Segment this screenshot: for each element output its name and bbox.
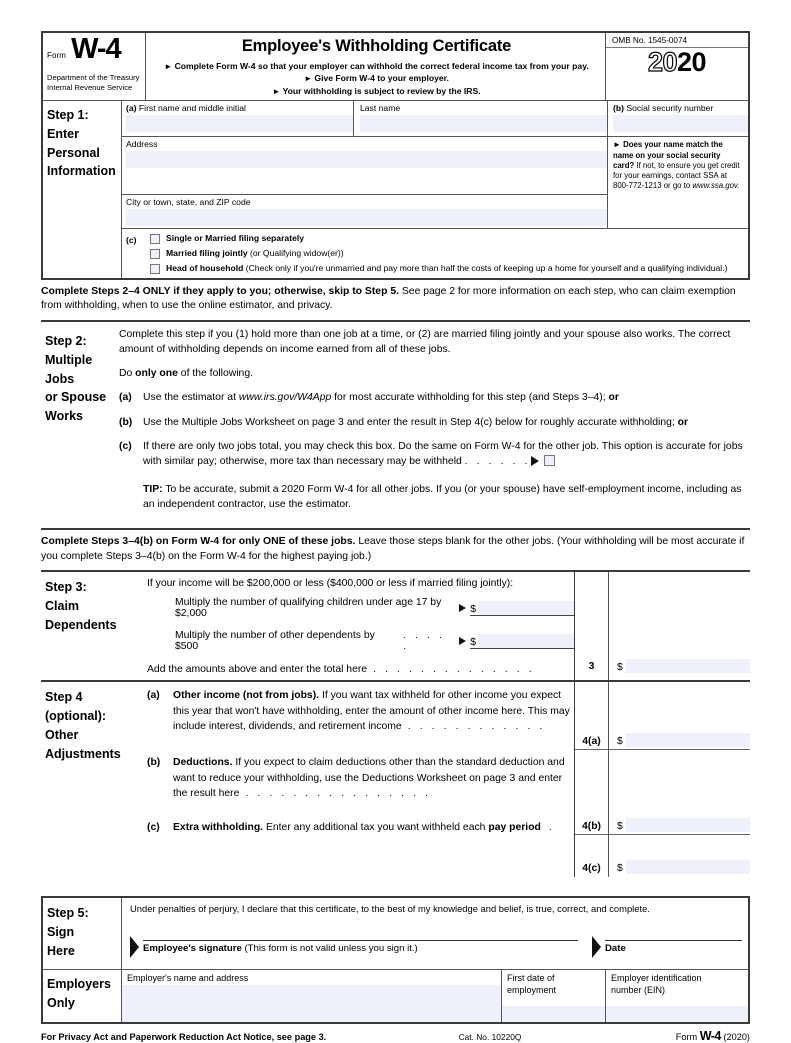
opt-a-url[interactable]: www.irs.gov/W4App (238, 392, 332, 404)
step-4-left (41, 682, 574, 877)
last-name-label: Last name (360, 103, 401, 113)
step-4-title-line-1: Step 4 (45, 690, 83, 705)
step-3-other-field-group[interactable] (470, 634, 574, 649)
step-2-option-b-tag: (b) (119, 416, 133, 428)
step-3-intro: If your income will be $200,000 or less ($400,000 or less if married filing jointly): (147, 578, 514, 590)
tax-year-block (606, 48, 748, 76)
marker-b: (b) (613, 103, 624, 113)
step-4c-input[interactable] (626, 860, 750, 874)
step-4c-tag: (c) (147, 822, 160, 834)
department-line-1: Department of the Treasury (47, 72, 140, 82)
step-2-option-b-text (143, 415, 750, 430)
step-4a-row (147, 682, 574, 743)
ein-label-line-2: number (EIN) (611, 985, 666, 996)
step-4a-amount-cell[interactable] (609, 727, 750, 749)
form-footer (41, 1024, 750, 1043)
date-line[interactable] (605, 940, 742, 941)
form-word-label: Form (47, 50, 67, 60)
step-4a-tag: (a) (147, 690, 160, 702)
step-3-title-line-3: Dependents (45, 617, 117, 632)
step-4-title (41, 682, 119, 841)
triangle-pointer-icon (459, 604, 466, 612)
step-1-title-line-1: Step 1: (47, 108, 89, 122)
address-label: Address (126, 139, 158, 149)
signature-row (130, 936, 742, 954)
marker-c: (c) (126, 234, 137, 245)
checkbox-single[interactable] (150, 234, 160, 244)
step-4b-row (147, 743, 574, 808)
triangle-bullet-icon: ► (304, 74, 313, 84)
step-4c-text (173, 820, 574, 841)
step-2-title-line-4: Works (45, 409, 83, 424)
step-3-amount-col (608, 572, 750, 680)
city-label: City or town, state, and ZIP code (126, 196, 251, 207)
last-name-cell (353, 101, 607, 136)
step4-step5-gap (41, 877, 750, 896)
header-bullet-2-text: Give Form W-4 to your employer. (314, 73, 449, 84)
catalog-number: Cat. No. 10220Q (458, 1032, 522, 1043)
department-block (47, 73, 141, 94)
notice-steps-3-4b (41, 528, 750, 571)
filing-option-joint-rest: (or Qualifying widow(er)) (247, 247, 344, 258)
step-1-title-line-4: Information (47, 164, 116, 179)
step-2-title-line-2: Multiple Jobs (45, 352, 93, 386)
step-3-total-input[interactable] (626, 659, 750, 673)
step-4c-amount-cell[interactable] (609, 854, 750, 877)
dollar-sign: $ (470, 636, 476, 648)
header-bullet-1 (154, 60, 599, 72)
step-2-tip-spacer (119, 482, 143, 512)
step-2-title-line-1: Step 2: (45, 334, 87, 349)
dollar-sign: $ (470, 603, 476, 615)
header-bullet-3-text: Your withholding is subject to review by the IRS. (282, 85, 481, 96)
step-4-section (41, 680, 750, 877)
header-bullet-2 (154, 72, 599, 84)
step-2-option-c (119, 439, 750, 469)
first-date-label-line-2: employment (507, 985, 557, 996)
date-label: Date (605, 943, 626, 955)
checkbox-head-of-household[interactable] (150, 264, 160, 274)
omb-number: OMB No. 1545-0074 (612, 36, 688, 45)
step-4a-input[interactable] (626, 733, 750, 747)
employers-only-section (41, 969, 750, 1024)
employer-name-address-input[interactable] (122, 985, 501, 1022)
first-name-label-wrap (126, 103, 353, 113)
step-4b-input[interactable] (626, 818, 750, 832)
step-3-total-row (119, 652, 574, 680)
step-4b-bold: Deductions. (173, 757, 233, 769)
address-row (122, 136, 748, 194)
step-5-title (43, 898, 121, 969)
step-5-title-line-2: Sign (47, 925, 75, 940)
triangle-bullet-icon: ► (272, 86, 281, 96)
w4-form (41, 31, 750, 1043)
header-bullet-3 (154, 85, 599, 97)
employers-title-line-2: Only (47, 996, 75, 1011)
address-input[interactable] (126, 151, 607, 168)
triangle-bullet-icon: ► (164, 62, 173, 71)
employers-title-line-1: Employers (47, 977, 111, 992)
step-4c-line-number: 4(c) (582, 863, 601, 875)
ssn-note-bold: Does your name match the name on your social security card? (613, 140, 723, 170)
signature-label-bold: Employee's signature (143, 943, 242, 955)
notice-steps-3-4b-bold: Complete Steps 3–4(b) on Form W-4 for only ONE of these jobs. (41, 535, 356, 547)
step-2-option-b (119, 415, 750, 430)
opt-b-pre: Use the Multiple Jobs Worksheet on page 3 and enter the result in Step 4(c) below for roughly accurate withholding; (143, 416, 678, 428)
notice-steps-3-4b-rest: Leave those steps blank for the other jobs. (Your withholding will be most accurate if you complete Steps 3–4(b) on the Form W-4 for the highest paying job.) (41, 535, 745, 562)
triangle-pointer-icon (592, 936, 601, 958)
step-4c-row (147, 808, 574, 841)
step-4b-dots: . . . . . . . . . . . . . . . . (245, 787, 432, 799)
step-4-amount-col (608, 682, 750, 877)
ssn-note (607, 136, 748, 194)
tax-year-solid: 20 (677, 47, 707, 77)
opt-a-post: for most accurate withholding for this step (and Steps 3–4); (331, 392, 609, 404)
step-3-line-number: 3 (588, 661, 595, 673)
notice-steps-2-4 (41, 278, 750, 321)
marker-a: (a) (126, 103, 137, 113)
employer-name-address-cell (122, 970, 501, 1022)
step-4b-line-number: 4(b) (581, 821, 602, 833)
step-4a-bold: Other income (not from jobs). (173, 690, 320, 702)
filing-option-joint-text (166, 248, 344, 259)
city-row-spacer (607, 194, 748, 228)
step-1-fields (121, 101, 748, 278)
notice-steps-2-4-bold: Complete Steps 2–4 ONLY if they apply to you; otherwise, skip to Step 5. (41, 285, 399, 297)
step-4c-bold: Extra withholding. (173, 822, 264, 834)
step-4a-text (173, 688, 574, 743)
footer-form-word: Form (675, 1032, 698, 1043)
step-3-other-label: Multiply the number of other dependents by $500 (175, 630, 375, 653)
header-title-block (145, 33, 605, 100)
do-only-one-bold: only one (135, 368, 178, 380)
step-2-do-only-one (119, 366, 750, 381)
step-3-children-label: Multiply the number of qualifying children under age 17 by $2,000 (175, 597, 442, 620)
step-2-option-c-text (143, 439, 750, 469)
name-row (122, 101, 748, 136)
step-2-intro: Complete this step if you (1) hold more than one job at a time, or (2) are married filing jointly and your spouse also works. The correct amount of withholding depends on income earned from all of these jobs. (119, 329, 731, 356)
opt-c-dots: . . . . . . (464, 455, 531, 467)
step-2-tip (119, 482, 750, 512)
filing-option-hoh[interactable] (150, 263, 748, 274)
filing-option-joint-bold: Married filing jointly (166, 247, 248, 258)
filing-status-row (122, 228, 748, 278)
perjury-declaration: Under penalties of perjury, I declare that this certificate, to the best of my knowledge and belief, is true, correct, and complete. (130, 903, 650, 915)
step-3-qualifying-children-row (119, 591, 574, 619)
filing-option-single[interactable] (150, 233, 748, 244)
dollar-sign: $ (617, 662, 623, 674)
opt-a-pre: Use the estimator at (143, 392, 239, 404)
tax-year-hollow: 20 (647, 47, 677, 77)
step-3-left (41, 572, 574, 680)
city-row (122, 194, 748, 228)
last-name-input[interactable] (360, 115, 607, 132)
checkbox-two-jobs[interactable] (544, 455, 555, 466)
step-4c-pay-period: pay period (488, 822, 541, 834)
tip-rest: To be accurate, submit a 2020 Form W-4 for all other jobs. If you (or your spouse) have self-employment income, including as an independent contractor, use the estimator. (143, 483, 742, 510)
step-5-title-line-1: Step 5: (47, 906, 89, 921)
ein-input[interactable] (606, 1006, 748, 1022)
step-1-title-line-3: Personal (47, 145, 100, 160)
opt-c-pre: If there are only two jobs total, you may check this box. Do the same on Form W-4 for the other job. This option is accurate for jobs with similar pay; otherwise, more tax than necessary may be withheld (143, 440, 743, 467)
employer-name-address-label: Employer's name and address (127, 973, 249, 984)
step-3-title (41, 572, 119, 680)
filing-option-single-bold: Single or Married filing separately (166, 232, 305, 243)
step-2-tip-text (143, 482, 750, 512)
ein-cell (605, 970, 748, 1022)
ssn-input[interactable] (613, 115, 748, 132)
signature-line[interactable] (143, 940, 578, 941)
footer-form-identity (590, 1029, 750, 1043)
step-5-section (41, 896, 750, 969)
department-line-2: Internal Revenue Service (47, 82, 133, 92)
first-name-cell (122, 101, 353, 136)
step-4-title-line-2: (optional): (45, 709, 107, 724)
checkbox-married-jointly[interactable] (150, 249, 160, 259)
filing-option-hoh-text (166, 263, 727, 274)
footer-form-year: (2020) (723, 1032, 750, 1043)
ein-label-line-1: Employer identification (611, 973, 702, 984)
step-1-title-line-2: Enter (47, 126, 79, 141)
opt-a-or: or (608, 392, 619, 404)
step-2-option-a-tag: (a) (119, 392, 132, 404)
step-3-children-input[interactable] (478, 601, 574, 615)
step-4-title-line-4: Adjustments (45, 746, 121, 761)
step-4b-text (173, 755, 574, 808)
step-3-line-number-col (574, 572, 608, 680)
header-bullet-1-text: Complete Form W-4 so that your employer can withhold the correct federal income tax from your pay. (174, 61, 589, 71)
step-3-other-input[interactable] (478, 634, 574, 648)
step-2-title (41, 327, 119, 521)
do-only-one-pre: Do (119, 368, 136, 380)
filing-status-options (150, 233, 748, 275)
step-4c-rest: Enter any additional tax you want withheld each (263, 822, 489, 834)
city-cell (122, 194, 607, 228)
step-5-body (121, 898, 748, 969)
step-3-amount-cell[interactable] (609, 651, 750, 675)
step-3-other-dependents-row (119, 619, 574, 652)
filing-option-joint[interactable] (150, 248, 748, 259)
first-name-label: First name and middle initial (138, 103, 246, 113)
step-4-title-line-3: Other (45, 727, 79, 742)
step-4b-tag: (b) (147, 757, 161, 769)
first-date-label-line-1: First date of (507, 973, 555, 984)
opt-b-or: or (677, 416, 689, 428)
step-4a-line-number: 4(a) (582, 736, 601, 748)
step-3-other-dots: . . . . . (403, 630, 446, 653)
triangle-pointer-icon (459, 637, 466, 645)
step-4a-rest: If you want tax withheld for other income you expect this year that won't have withholding, enter the amount of other income here. This may include interest, dividends, and retirement income (173, 690, 570, 732)
step-3-title-line-2: Claim (45, 599, 80, 614)
first-name-input[interactable] (126, 115, 353, 132)
triangle-pointer-icon (531, 456, 539, 466)
triangle-bullet-icon: ► (613, 140, 621, 149)
step-2-option-a-text (143, 390, 750, 405)
employers-fields (121, 970, 748, 1022)
step-3-section (41, 570, 750, 680)
dollar-sign: $ (617, 736, 623, 748)
step-1-section (41, 100, 750, 278)
ssn-note-url: www.ssa.gov. (692, 181, 740, 191)
step-3-title-line-1: Step 3: (45, 580, 87, 595)
step-4b-amount-cell[interactable] (609, 812, 750, 834)
notice-steps-2-4-rest: See page 2 for more information on each step, who can claim exemption from withholding, when to use the online estimator, and privacy. (41, 285, 736, 312)
first-date-employment-input[interactable] (502, 1006, 605, 1022)
employee-signature-cell[interactable] (130, 936, 578, 954)
step-2-checkbox-group[interactable] (531, 455, 555, 466)
ssn-label: Social security number (626, 103, 714, 113)
step-4c-dots: . (548, 822, 555, 834)
city-input[interactable] (126, 209, 607, 226)
step-3-children-field-group[interactable] (470, 601, 574, 616)
privacy-act-notice: For Privacy Act and Paperwork Reduction Act Notice, see page 3. (41, 1032, 327, 1043)
step-2-title-line-3: or Spouse (45, 390, 107, 405)
ssn-note-rest: If not, to ensure you get credit for your earnings, contact SSA at 800-772-1213 or go to (613, 160, 740, 191)
filing-option-hoh-rest: (Check only if you're unmarried and pay more than half the costs of keeping up a home for yourself and a qualifying individual.) (243, 262, 728, 273)
filing-option-hoh-bold: Head of household (166, 262, 244, 273)
ssn-cell (607, 101, 748, 136)
triangle-pointer-icon (130, 936, 139, 958)
tip-label: TIP: (143, 483, 163, 495)
dollar-sign: $ (617, 821, 623, 833)
footer-form-number: W-4 (699, 1029, 721, 1043)
filing-option-single-text (166, 233, 304, 244)
step-1-title (43, 101, 121, 278)
header-instructions (154, 60, 599, 97)
step-2-option-c-tag: (c) (119, 440, 132, 452)
step-5-title-line-3: Here (47, 943, 75, 958)
signature-label (143, 943, 578, 954)
step-2-section (41, 320, 750, 528)
step-4b-rest: If you expect to claim deductions other than the standard deduction and want to reduce your withholding, use the Deductions Worksheet on page 3 and enter the result here (173, 757, 565, 799)
ssn-label-wrap (613, 103, 748, 113)
step-2-option-a (119, 390, 750, 405)
signature-label-rest: (This form is not valid unless you sign it.) (241, 943, 418, 955)
first-date-employment-cell (501, 970, 605, 1022)
form-number-title: W-4 (71, 33, 121, 65)
date-label-wrap (605, 943, 742, 954)
step-3-total-dots: . . . . . . . . . . . . . . (373, 664, 535, 676)
step-4a-dots: . . . . . . . . . . . . (407, 720, 546, 732)
page-title: Employee's Withholding Certificate (241, 37, 512, 55)
do-only-one-post: of the following. (177, 368, 253, 380)
employers-only-title (43, 970, 121, 1022)
form-header (41, 31, 750, 100)
date-cell[interactable] (592, 936, 742, 954)
header-form-identity (43, 33, 145, 100)
header-omb-block (605, 33, 748, 100)
dollar-sign: $ (617, 863, 623, 875)
step-3-total-label: Add the amounts above and enter the total here (147, 664, 368, 676)
step-2-body (119, 327, 750, 521)
step-4-line-number-col (574, 682, 608, 877)
address-cell (122, 136, 607, 168)
